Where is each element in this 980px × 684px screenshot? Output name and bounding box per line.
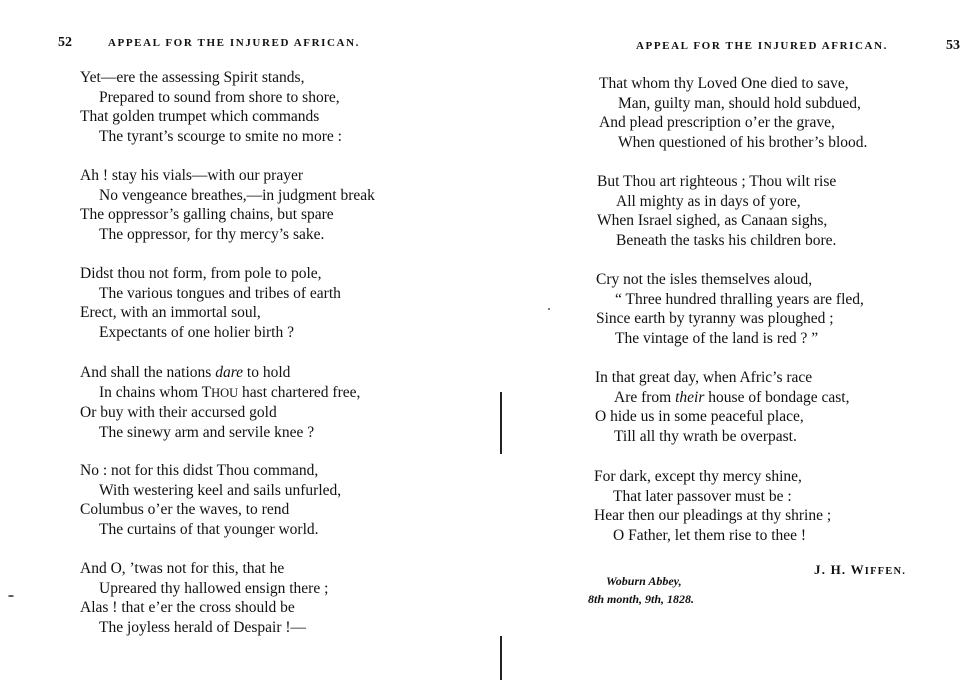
verse-line: Expectants of one holier birth ? [99, 323, 294, 341]
verse-line: Are from their house of bondage cast, [614, 388, 850, 406]
verse-line: For dark, except thy mercy shine, [594, 468, 802, 485]
verse-line: No : not for this didst Thou command, [80, 462, 319, 479]
verse-line: Since earth by tyranny was ploughed ; [596, 310, 834, 328]
verse-line: When Israel sighed, as Canaan sighs, [597, 212, 828, 230]
verse-line: All mighty as in days of yore, [616, 192, 801, 210]
verse-line: That golden trumpet which commands [80, 108, 320, 126]
verse-line: The curtains of that younger world. [99, 520, 319, 538]
stanza [80, 363, 480, 442]
verse-line: That whom thy Loved One died to save, [599, 75, 849, 92]
verse-line: Cry not the isles themselves aloud, [596, 271, 813, 288]
verse-line: The joyless herald of Despair !— [99, 618, 307, 636]
page-number: 52 [58, 35, 72, 50]
verse-line: And shall the nations dare to hold [80, 364, 291, 381]
verse-line: Ah ! stay his vials—with our prayer [80, 167, 303, 184]
verse-line: O hide us in some peaceful place, [595, 408, 804, 426]
stanza [599, 74, 980, 152]
verse-line: “ Three hundred thralling years are fled, [615, 290, 864, 308]
verse-line: In chains whom THOU hast chartered free, [99, 383, 361, 401]
verse-line: In that great day, when Afric’s race [595, 369, 813, 386]
verse-line: The various tongues and tribes of earth [99, 284, 341, 302]
stanza [594, 467, 980, 545]
running-head: APPEAL FOR THE INJURED AFRICAN. [108, 37, 360, 49]
verse-line: That later passover must be : [613, 487, 792, 505]
verse-line: Man, guilty man, should hold subdued, [618, 94, 861, 112]
running-head: APPEAL FOR THE INJURED AFRICAN. [636, 40, 888, 52]
verse-line: But Thou art righteous ; Thou wilt rise [597, 173, 837, 190]
verse-line: Columbus o’er the waves, to rend [80, 501, 290, 519]
stanza [80, 559, 480, 637]
verse-line: The sinewy arm and servile knee ? [99, 423, 315, 441]
verse-line: And O, ’twas not for this, that he [80, 560, 285, 577]
verse-line: Hear then our pleadings at thy shrine ; [594, 507, 832, 525]
verse-line: The oppressor, for thy mercy’s sake. [99, 225, 325, 243]
date-line: 8th month, 9th, 1828. [588, 592, 695, 606]
verse-line: Or buy with their accursed gold [80, 404, 277, 422]
verse-line: Prepared to sound from shore to shore, [99, 88, 340, 106]
verse-line: Till all thy wrath be overpast. [614, 427, 797, 445]
verse-line: Erect, with an immortal soul, [80, 304, 261, 322]
verse-line: Alas ! that e’er the cross should be [80, 599, 295, 617]
right-page [490, 0, 980, 684]
verse-line: With westering keel and sails unfurled, [99, 481, 342, 499]
stanza [595, 368, 980, 446]
stanza [80, 166, 480, 244]
verse-line: No vengeance breathes,—in judgment break [99, 186, 375, 204]
stanza [80, 461, 480, 539]
verse-line: Upreared thy hallowed ensign there ; [99, 579, 329, 597]
place-line: Woburn Abbey, [606, 574, 682, 588]
verse-line: Yet—ere the assessing Spirit stands, [80, 69, 305, 86]
verse-line: The oppressor’s galling chains, but spare [80, 206, 334, 224]
page-number: 53 [946, 38, 960, 53]
verse-line: The vintage of the land is red ? ” [615, 329, 819, 347]
print-mark [8, 595, 14, 597]
stanza [80, 68, 480, 146]
verse-line: When questioned of his brother’s blood. [618, 133, 868, 151]
stanza [80, 264, 480, 342]
verse-line: The tyrant’s scourge to smite no more : [99, 127, 342, 145]
stanza [597, 172, 980, 250]
verse-line: O Father, let them rise to thee ! [613, 526, 807, 544]
author-signature: J. H. WIFFEN. [814, 562, 907, 577]
stanza [596, 270, 980, 348]
verse-line: Didst thou not form, from pole to pole, [80, 265, 322, 282]
verse-line: Beneath the tasks his children bore. [616, 231, 837, 249]
verse-line: And plead prescription o’er the grave, [599, 114, 835, 132]
